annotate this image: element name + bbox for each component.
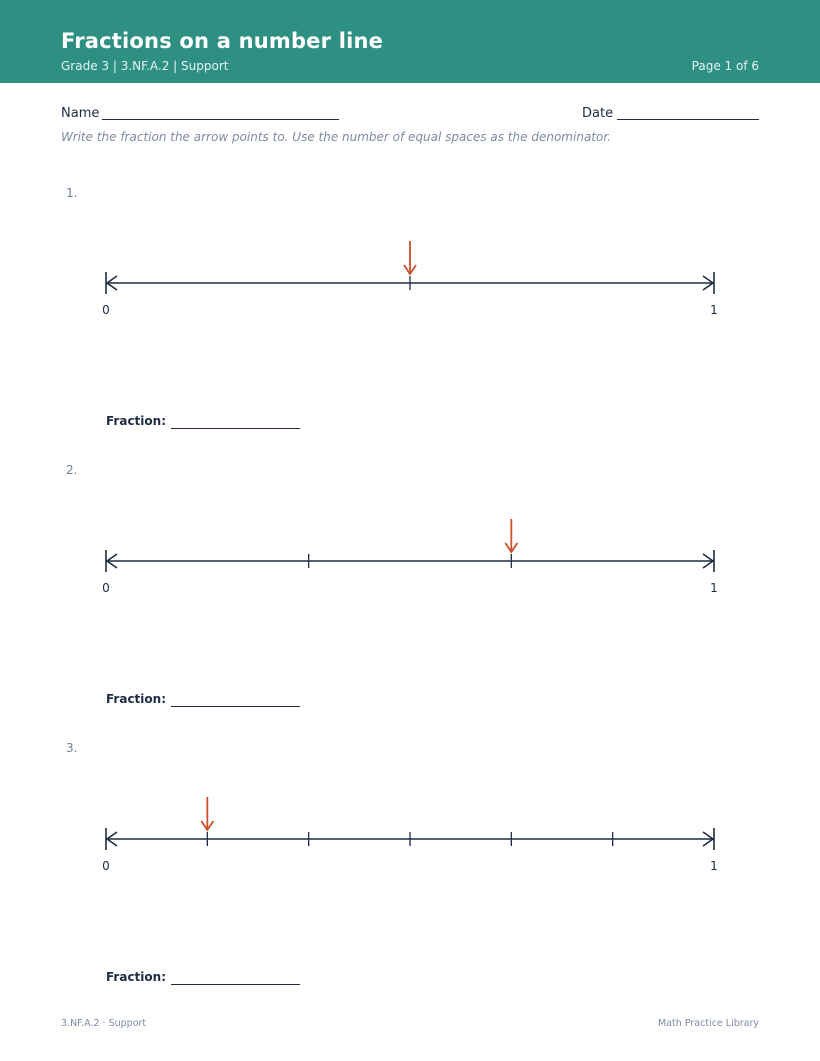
pointer-arrow-icon bbox=[404, 241, 416, 274]
end-label: 1 bbox=[710, 303, 718, 317]
page-subtitle: Grade 3 | 3.NF.A.2 | Support bbox=[61, 59, 229, 73]
fraction-answer-field[interactable] bbox=[171, 706, 300, 707]
end-label: 1 bbox=[710, 581, 718, 595]
start-label: 0 bbox=[102, 859, 110, 873]
footer-standard: 3.NF.A.2 · Support bbox=[61, 1018, 147, 1029]
number-line bbox=[0, 786, 820, 873]
problem-number: 2. bbox=[66, 463, 78, 477]
footer-library: Math Practice Library bbox=[658, 1018, 759, 1029]
problem-number: 1. bbox=[66, 186, 78, 200]
header-banner bbox=[0, 0, 820, 83]
date-field[interactable] bbox=[617, 119, 759, 120]
problem-number: 3. bbox=[66, 741, 78, 755]
page-number: Page 1 of 6 bbox=[691, 59, 759, 73]
date-label: Date bbox=[582, 106, 614, 121]
fraction-label: Fraction: bbox=[106, 970, 166, 984]
pointer-arrow-icon bbox=[201, 797, 213, 830]
name-field[interactable] bbox=[102, 119, 339, 120]
number-line bbox=[0, 508, 820, 595]
name-label: Name bbox=[61, 106, 100, 121]
fraction-answer-field[interactable] bbox=[171, 428, 300, 429]
pointer-arrow-icon bbox=[505, 519, 517, 552]
page-title: Fractions on a number line bbox=[61, 29, 384, 53]
fraction-label: Fraction: bbox=[106, 692, 166, 706]
number-line bbox=[0, 230, 820, 317]
end-label: 1 bbox=[710, 859, 718, 873]
instructions: Write the fraction the arrow points to. Use the number of equal spaces as the denominator. bbox=[61, 130, 611, 144]
fraction-answer-field[interactable] bbox=[171, 984, 300, 985]
start-label: 0 bbox=[102, 303, 110, 317]
start-label: 0 bbox=[102, 581, 110, 595]
fraction-label: Fraction: bbox=[106, 414, 166, 428]
